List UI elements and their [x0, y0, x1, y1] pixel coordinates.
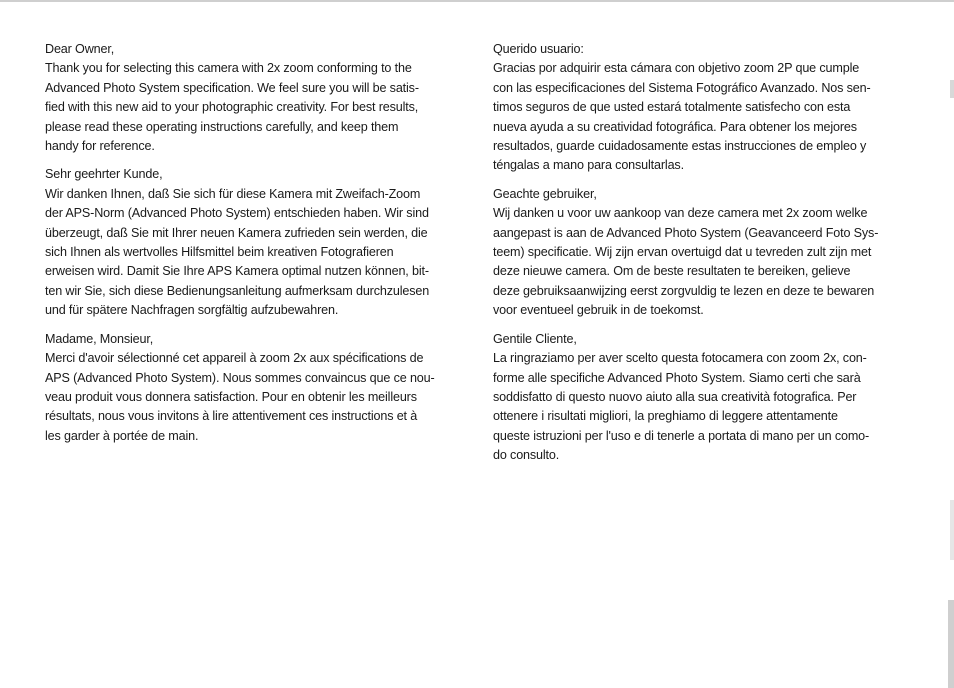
- text-line: ten wir Sie, sich diese Bedienungsanleitung aufmerksam durchzulesen: [45, 283, 430, 298]
- top-rule: [0, 0, 954, 2]
- section-english: [45, 40, 470, 156]
- text-line: voor eventueel gebruik in de toekomst.: [493, 303, 704, 318]
- text-line: deze nieuwe camera. Om de beste resultaten te bereiken, gelieve: [493, 264, 851, 279]
- greeting: Geachte gebruiker,: [493, 186, 597, 201]
- right-column: [493, 40, 918, 475]
- text-line: überzeugt, daß Sie mit Ihrer neuen Kamera zufrieden sein werden, die: [45, 225, 428, 240]
- greeting: Querido usuario:: [493, 42, 584, 56]
- text-line: Gracias por adquirir esta cámara con objetivo zoom 2P que cumple: [493, 61, 860, 76]
- text-line: Wir danken Ihnen, daß Sie sich für diese Kamera mit Zweifach-Zoom: [45, 186, 421, 201]
- left-column: [45, 40, 470, 455]
- text-line: forme alle specifiche Advanced Photo System. Siamo certi che sarà: [493, 370, 861, 385]
- text-line: Thank you for selecting this camera with 2x zoom conforming to the: [45, 61, 412, 76]
- text-line: téngalas a mano para consultarlas.: [493, 158, 684, 173]
- text-line: please read these operating instructions carefully, and keep them: [45, 119, 399, 134]
- greeting: Gentile Cliente,: [493, 331, 577, 346]
- text-line: resultados, guarde cuidadosamente estas instrucciones de empleo y: [493, 139, 867, 154]
- scan-edge-mark: [950, 80, 954, 98]
- section-german: [45, 165, 470, 320]
- text-line: veau produit vous donnera satisfaction. Pour en obtenir les meilleurs: [45, 389, 417, 404]
- text-line: timos seguros de que usted estará totalmente satisfecho con esta: [493, 100, 851, 115]
- text-line: soddisfatto di questo nuovo aiuto alla sua creatività fotografica. Per: [493, 389, 857, 404]
- text-line: queste istruzioni per l'uso e di tenerle a portata di mano per un como-: [493, 428, 870, 443]
- section-french: [45, 330, 470, 446]
- text-line: erweisen wird. Damit Sie Ihre APS Kamera optimal nutzen können, bit-: [45, 264, 429, 279]
- text-line: do consulto.: [493, 448, 560, 463]
- scan-edge-mark: [948, 600, 954, 688]
- text-line: teem) specificatie. Wij zijn ervan overtuigd dat u tevreden zult zijn met: [493, 245, 872, 260]
- text-line: handy for reference.: [45, 139, 155, 154]
- text-line: APS (Advanced Photo System). Nous sommes convaincus que ce nou-: [45, 370, 435, 385]
- text-line: und für spätere Nachfragen sorgfältig aufzubewahren.: [45, 303, 339, 318]
- text-line: aangepast is aan de Advanced Photo System (Geavanceerd Foto Sys-: [493, 225, 879, 240]
- text-line: ottenere i risultati migliori, la preghiamo di leggere attentamente: [493, 409, 838, 424]
- text-line: deze gebruiksaanwijzing eerst zorgvuldig te lezen en deze te bewaren: [493, 283, 875, 298]
- text-line: nueva ayuda a su creatividad fotográfica. Para obtener los mejores: [493, 119, 857, 134]
- greeting: Madame, Monsieur,: [45, 331, 154, 346]
- text-line: der APS-Norm (Advanced Photo System) entschieden haben. Wir sind: [45, 206, 429, 221]
- text-line: La ringraziamo per aver scelto questa fotocamera con zoom 2x, con-: [493, 351, 867, 366]
- text-line: Merci d'avoir sélectionné cet appareil à zoom 2x aux spécifications de: [45, 351, 424, 366]
- section-spanish: [493, 40, 918, 176]
- section-italian: [493, 330, 918, 466]
- text-line: Advanced Photo System specification. We feel sure you will be satis-: [45, 80, 419, 95]
- text-line: Wij danken u voor uw aankoop van deze camera met 2x zoom welke: [493, 206, 868, 221]
- section-dutch: [493, 185, 918, 321]
- text-line: les garder à portée de main.: [45, 428, 199, 443]
- text-line: résultats, nous vous invitons à lire attentivement ces instructions et à: [45, 409, 418, 424]
- greeting: Sehr geehrter Kunde,: [45, 167, 163, 182]
- text-line: con las especificaciones del Sistema Fotográfico Avanzado. Nos sen-: [493, 80, 871, 95]
- greeting: Dear Owner,: [45, 42, 115, 56]
- text-line: fied with this new aid to your photographic creativity. For best results,: [45, 100, 419, 115]
- scan-edge-mark: [950, 500, 954, 560]
- text-line: sich Ihnen als wertvolles Hilfsmittel beim kreativen Fotografieren: [45, 245, 394, 260]
